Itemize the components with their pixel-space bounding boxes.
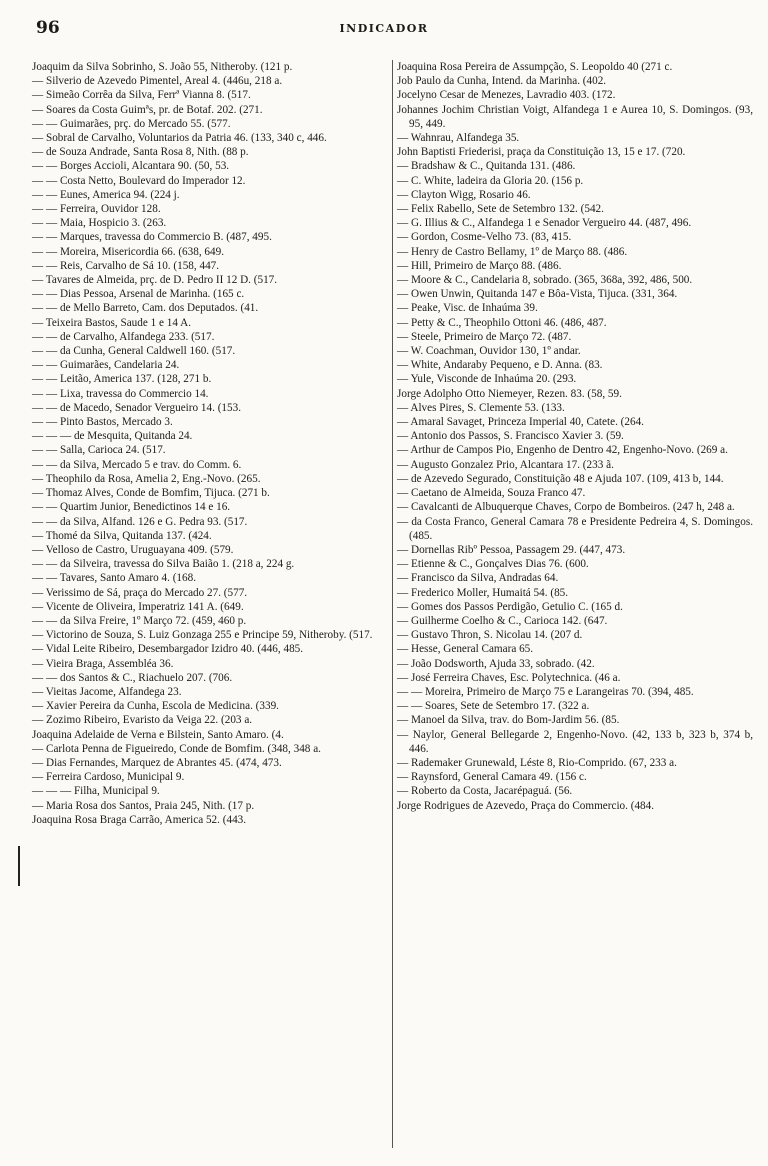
directory-entry: Jorge Rodrigues de Azevedo, Praça do Commercio. (484.	[397, 799, 655, 812]
directory-entry: — Steele, Primeiro de Março 72. (487.	[397, 330, 572, 343]
directory-entry: — Augusto Gonzalez Prio, Alcantara 17. (233 ã.	[397, 458, 614, 471]
directory-entry: — Velloso de Castro, Uruguayana 409. (579.	[32, 543, 234, 556]
directory-entry: — Petty & C., Theophilo Ottoni 46. (486, 487.	[397, 316, 607, 329]
directory-entry: Joaquim da Silva Sobrinho, S. João 55, Nitheroby. (121 p.	[32, 61, 293, 73]
directory-entry: — — Ferreira, Ouvidor 128.	[32, 203, 161, 216]
directory-entry: — — da Silveira, travessa do Silva Baião 1. (218 a, 224 g.	[32, 558, 295, 571]
directory-entry: — de Azevedo Segurado, Constituição 48 e Ajuda 107. (109, 413 b, 144.	[397, 472, 724, 485]
directory-entry: Jorge Adolpho Otto Niemeyer, Rezen. 83. (58, 59.	[397, 387, 622, 400]
directory-entry: — Owen Unwin, Quitanda 147 e Bôa-Vista, Tijuca. (331, 364.	[397, 288, 678, 301]
directory-entry: — — Marques, travessa do Commercio B. (487, 495.	[32, 231, 272, 244]
directory-entry: — Gustavo Thron, S. Nicolau 14. (207 d.	[397, 629, 583, 642]
directory-entry: — Victorino de Souza, S. Luiz Gonzaga 255 e Principe 59, Nitheroby. (517.	[32, 629, 373, 642]
directory-entry: — — da Cunha, General Caldwell 160. (517.	[32, 345, 236, 358]
directory-entry: — Xavier Pereira da Cunha, Escola de Medicina. (339.	[32, 700, 279, 713]
directory-entry: — Bradshaw & C., Quitanda 131. (486.	[397, 160, 576, 173]
directory-entry: — Theophilo da Rosa, Amelia 2, Eng.-Novo. (265.	[32, 472, 261, 485]
column-divider	[392, 60, 393, 1148]
directory-entry: — — Lixa, travessa do Commercio 14.	[32, 387, 209, 400]
left-column	[32, 60, 390, 827]
directory-entry: — Verissimo de Sá, praça do Mercado 27. (577.	[32, 586, 248, 599]
directory-entry: — Raynsford, General Camara 49. (156 c.	[397, 771, 587, 784]
directory-entry: — Ferreira Cardoso, Municipal 9.	[32, 771, 185, 784]
directory-entry: — Roberto da Costa, Jacarépaguá. (56.	[397, 785, 573, 798]
directory-entry: — — Salla, Carioca 24. (517.	[32, 444, 166, 457]
directory-entry: — — Eunes, America 94. (224 j.	[32, 188, 180, 201]
directory-entry: — Dias Fernandes, Marquez de Abrantes 45. (474, 473.	[32, 756, 282, 769]
directory-entry: — Henry de Castro Bellamy, 1º de Março 88. (486.	[397, 245, 628, 258]
margin-mark	[18, 846, 20, 886]
directory-entry: — Arthur de Campos Pio, Engenho de Dentro 42, Engenho-Novo. (269 a.	[397, 444, 728, 457]
directory-entry: — — da Silva, Alfand. 126 e G. Pedra 93. (517.	[32, 515, 248, 528]
directory-entry: — da Costa Franco, General Camara 78 e Presidente Pedreira 4, S. Domingos. (485.	[397, 515, 753, 542]
right-column	[397, 60, 753, 813]
directory-entry: — Tavares de Almeida, prç. de D. Pedro II 12 D. (517.	[32, 274, 278, 287]
directory-entry: — Gomes dos Passos Perdigão, Getulio C. (165 d.	[397, 600, 623, 613]
directory-entry: — Sobral de Carvalho, Voluntarios da Patria 46. (133, 340 c, 446.	[32, 132, 327, 145]
directory-entry: — — Moreira, Primeiro de Março 75 e Larangeiras 70. (394, 485.	[397, 685, 694, 698]
directory-entry: — Vidal Leite Ribeiro, Desembargador Izidro 40. (446, 485.	[32, 643, 304, 656]
directory-entry: — — Leitão, America 137. (128, 271 b.	[32, 373, 212, 386]
directory-entry: — G. Illius & C., Alfandega 1 e Senador Vergueiro 44. (487, 496.	[397, 217, 692, 230]
directory-entry: — — Quartim Junior, Benedictinos 14 e 16.	[32, 501, 231, 514]
directory-entry: — — de Macedo, Senador Vergueiro 14. (153.	[32, 401, 241, 414]
directory-entry: — Frederico Moller, Humaitá 54. (85.	[397, 586, 569, 599]
directory-entry: — — Maia, Hospicio 3. (263.	[32, 217, 167, 230]
directory-entry: — Wahnrau, Alfandega 35.	[397, 132, 520, 145]
directory-entry: — — da Silva Freire, 1º Março 72. (459, 460 p.	[32, 614, 247, 627]
directory-entry: — Alves Pires, S. Clemente 53. (133.	[397, 401, 565, 414]
directory-entry: — Silverio de Azevedo Pimentel, Areal 4. (446u, 218 a.	[32, 75, 283, 88]
directory-entry: — — Guimarães, prç. do Mercado 55. (577.	[32, 117, 231, 130]
directory-entry: Joaquina Adelaide de Verna e Bilstein, Santo Amaro. (4.	[32, 728, 284, 741]
directory-entry: Job Paulo da Cunha, Intend. da Marinha. (402.	[397, 75, 607, 88]
directory-entry: — Vieira Braga, Assembléa 36.	[32, 657, 174, 670]
directory-entry: — Clayton Wigg, Rosario 46.	[397, 188, 531, 201]
directory-entry: — — — Filha, Municipal 9.	[32, 785, 160, 798]
directory-entry: — — Pinto Bastos, Mercado 3.	[32, 416, 173, 429]
page-number: 96	[36, 18, 60, 38]
directory-entry: — Zozimo Ribeiro, Evaristo da Veiga 22. (203 a.	[32, 714, 253, 727]
directory-entry: — Thomaz Alves, Conde de Bomfim, Tijuca. (271 b.	[32, 487, 270, 500]
directory-entry: — Simeão Corrêa da Silva, Ferrª Vianna 8. (517.	[32, 89, 251, 102]
directory-entry: — José Ferreira Chaves, Esc. Polytechnica. (46 a.	[397, 671, 621, 684]
directory-entry: Jocelyno Cesar de Menezes, Lavradio 403. (172.	[397, 89, 616, 102]
directory-entry: — Maria Rosa dos Santos, Praia 245, Nith. (17 p.	[32, 799, 255, 812]
directory-entry: — — Soares, Sete de Setembro 17. (322 a.	[397, 700, 590, 713]
directory-entry: — — de Carvalho, Alfandega 233. (517.	[32, 330, 215, 343]
directory-entry: — Vieitas Jacome, Alfandega 23.	[32, 685, 182, 698]
directory-entry: — — Borges Accioli, Alcantara 90. (50, 53.	[32, 160, 230, 173]
directory-entry: — Hill, Primeiro de Março 88. (486.	[397, 259, 562, 272]
directory-entry: — — de Mello Barreto, Cam. dos Deputados. (41.	[32, 302, 259, 315]
directory-entry: — Etienne & C., Gonçalves Dias 76. (600.	[397, 558, 589, 571]
directory-entry: — de Souza Andrade, Santa Rosa 8, Nith. (88 p.	[32, 146, 249, 159]
directory-entry: — Thomé da Silva, Quitanda 137. (424.	[32, 529, 212, 542]
directory-entry: — Peake, Visc. de Inhaúma 39.	[397, 302, 538, 315]
directory-entry: — Francisco da Silva, Andradas 64.	[397, 572, 559, 585]
directory-entry: — — da Silva, Mercado 5 e trav. do Comm. 6.	[32, 458, 242, 471]
directory-entry: — C. White, ladeira da Gloria 20. (156 p.	[397, 174, 584, 187]
directory-entry: — Cavalcanti de Albuquerque Chaves, Corpo de Bombeiros. (247 h, 248 a.	[397, 501, 735, 514]
directory-entry: — João Dodsworth, Ajuda 33, sobrado. (42.	[397, 657, 595, 670]
directory-entry: — Antonio dos Passos, S. Francisco Xavier 3. (59.	[397, 430, 624, 443]
directory-entry: — — Reis, Carvalho de Sá 10. (158, 447.	[32, 259, 220, 272]
directory-entry: John Baptisti Friederisi, praça da Constituição 13, 15 e 17. (720.	[397, 146, 686, 159]
directory-entry: — Dornellas Ribº Pessoa, Passagem 29. (447, 473.	[397, 543, 626, 556]
directory-entry: — Guilherme Coelho & C., Carioca 142. (647.	[397, 614, 608, 627]
directory-entry: — Moore & C., Candelaria 8, sobrado. (365, 368a, 392, 486, 500.	[397, 274, 693, 287]
directory-entry: — Gordon, Cosme-Velho 73. (83, 415.	[397, 231, 572, 244]
directory-entry: — W. Coachman, Ouvidor 130, 1º andar.	[397, 345, 581, 358]
directory-entry: — Carlota Penna de Figueiredo, Conde de Bomfim. (348, 348 a.	[32, 742, 321, 755]
directory-entry: — Caetano de Almeida, Souza Franco 47.	[397, 487, 586, 500]
directory-entry: — Felix Rabello, Sete de Setembro 132. (542.	[397, 203, 604, 216]
directory-entry: Joaquina Rosa Pereira de Assumpção, S. Leopoldo 40 (271 c.	[397, 61, 673, 73]
directory-entry: — — Costa Netto, Boulevard do Imperador 12.	[32, 174, 246, 187]
directory-entry: — Soares da Costa Guimªs, pr. de Botaf. 202. (271.	[32, 103, 263, 116]
directory-entry: — — Moreira, Misericordia 66. (638, 649.	[32, 245, 225, 258]
directory-entry: — — Tavares, Santo Amaro 4. (168.	[32, 572, 196, 585]
directory-entry: — — dos Santos & C., Riachuelo 207. (706.	[32, 671, 233, 684]
directory-entry: — Vicente de Oliveira, Imperatriz 141 A. (649.	[32, 600, 244, 613]
directory-entry: — Manoel da Silva, trav. do Bom-Jardim 56. (85.	[397, 714, 620, 727]
directory-entry: — Hesse, General Camara 65.	[397, 643, 534, 656]
directory-entry: — Teixeira Bastos, Saude 1 e 14 A.	[32, 316, 192, 329]
directory-entry: — Amaral Savaget, Princeza Imperial 40, Catete. (264.	[397, 416, 644, 429]
directory-entry: — White, Andaraby Pequeno, e D. Anna. (83.	[397, 359, 603, 372]
directory-entry: Johannes Jochim Christian Voigt, Alfandega 1 e Aurea 10, S. Domingos. (93, 95, 449.	[397, 103, 753, 130]
directory-entry: — — Dias Pessoa, Arsenal de Marinha. (165 c.	[32, 288, 245, 301]
running-title: INDICADOR	[339, 22, 429, 35]
directory-entry: — — — de Mesquita, Quitanda 24.	[32, 430, 193, 443]
directory-entry: Joaquina Rosa Braga Carrão, America 52. (443.	[32, 813, 247, 826]
directory-entry: — — Guimarães, Candelaria 24.	[32, 359, 180, 372]
directory-entry: — Rademaker Grunewald, Léste 8, Rio-Comprido. (67, 233 a.	[397, 756, 677, 769]
directory-entry: — Yule, Visconde de Inhaúma 20. (293.	[397, 373, 577, 386]
page-header	[0, 18, 768, 42]
directory-entry: — Naylor, General Bellegarde 2, Engenho-Novo. (42, 133 b, 323 b, 374 b, 446.	[397, 728, 753, 755]
